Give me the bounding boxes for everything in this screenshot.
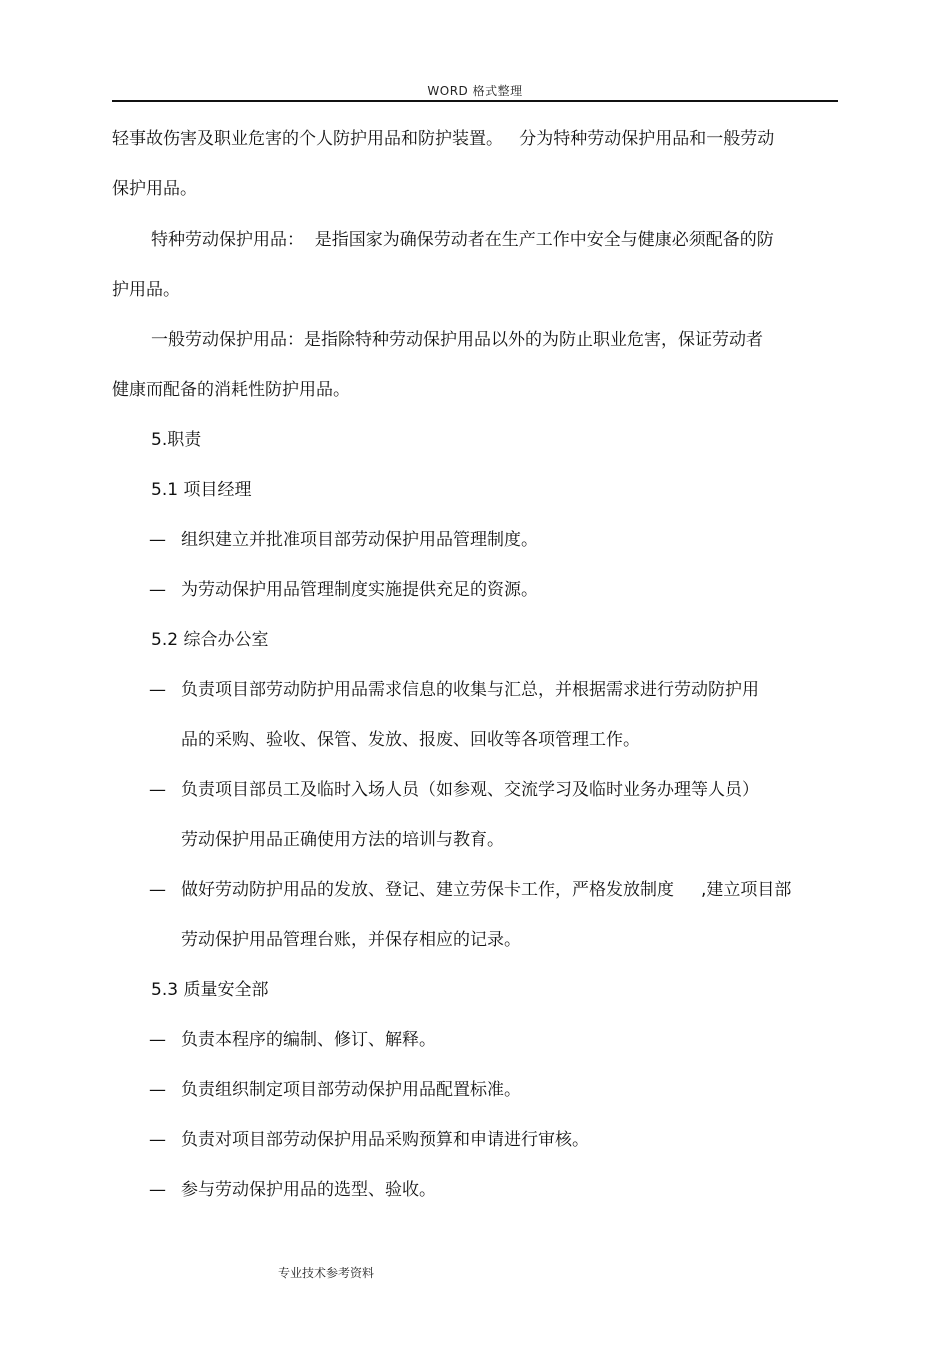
paragraph-line: 轻事故伤害及职业危害的个人防护用品和防护装置。 分为特种劳动保护用品和一般劳动 (112, 129, 775, 149)
page-footer-note: 专业技术参考资料 (278, 1266, 375, 1280)
paragraph-line: 一般劳动保护用品：是指除特种劳动保护用品以外的为防止职业危害，保证劳动者 (151, 330, 763, 350)
subsection-heading: 5.2 综合办公室 (151, 630, 269, 650)
list-item: 负责项目部劳动防护用品需求信息的收集与汇总，并根据需求进行劳动防护用 (181, 680, 759, 700)
paragraph-line: 护用品。 (112, 280, 180, 300)
list-item: 负责组织制定项目部劳动保护用品配置标准。 (181, 1080, 521, 1100)
list-dash: — (149, 680, 166, 700)
list-item: 参与劳动保护用品的选型、验收。 (181, 1180, 436, 1200)
list-dash: — (149, 1080, 166, 1100)
paragraph-line: 特种劳动保护用品： 是指国家为确保劳动者在生产工作中安全与健康必须配备的防 (151, 230, 774, 250)
list-item: 负责项目部员工及临时入场人员（如参观、交流学习及临时业务办理等人员） (181, 780, 759, 800)
list-item: 负责对项目部劳动保护用品采购预算和申请进行审核。 (181, 1130, 589, 1150)
section-heading: 5.职责 (151, 430, 202, 450)
list-dash: — (149, 780, 166, 800)
list-item-continuation: 劳动保护用品正确使用方法的培训与教育。 (181, 830, 504, 850)
list-item: 组织建立并批准项目部劳动保护用品管理制度。 (181, 530, 538, 550)
list-dash: — (149, 1130, 166, 1150)
list-dash: — (149, 580, 166, 600)
list-item: 为劳动保护用品管理制度实施提供充足的资源。 (181, 580, 538, 600)
header-rule (112, 100, 838, 102)
list-item: 做好劳动防护用品的发放、登记、建立劳保卡工作，严格发放制度 ,建立项目部 (181, 880, 792, 900)
paragraph-line: 保护用品。 (112, 179, 197, 199)
list-item: 负责本程序的编制、修订、解释。 (181, 1030, 436, 1050)
subsection-heading: 5.3 质量安全部 (151, 980, 269, 1000)
list-dash: — (149, 530, 166, 550)
subsection-heading: 5.1 项目经理 (151, 480, 252, 500)
list-dash: — (149, 1180, 166, 1200)
list-item-continuation: 劳动保护用品管理台账，并保存相应的记录。 (181, 930, 521, 950)
list-item-continuation: 品的采购、验收、保管、发放、报废、回收等各项管理工作。 (181, 730, 640, 750)
page-header-title: WORD 格式整理 (427, 84, 523, 98)
list-dash: — (149, 880, 166, 900)
list-dash: — (149, 1030, 166, 1050)
paragraph-line: 健康而配备的消耗性防护用品。 (112, 380, 350, 400)
